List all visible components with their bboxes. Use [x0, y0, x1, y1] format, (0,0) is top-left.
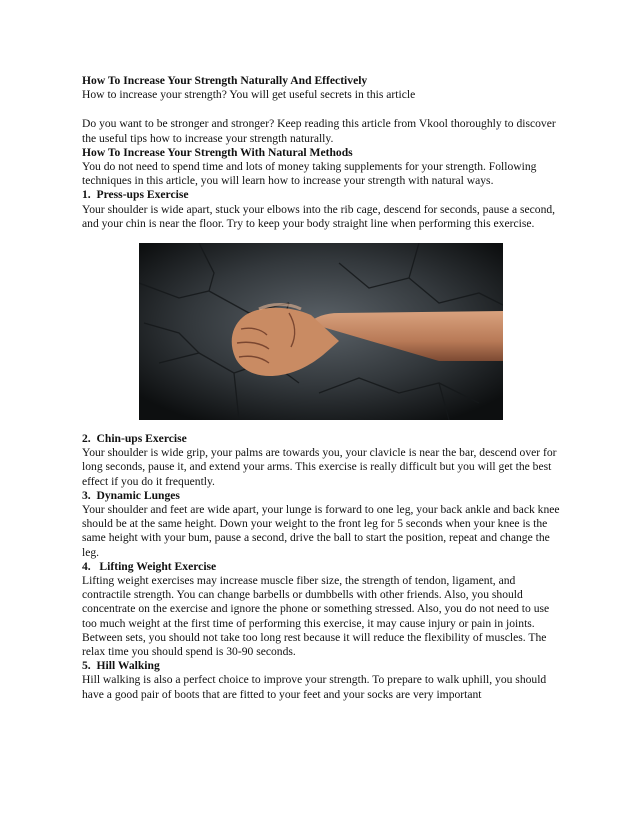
section-intro: You do not need to spend time and lots of money taking supplements for your strength. Following techniques in this article, you will learn how to increase your strength with natural ways.	[82, 160, 537, 188]
item-body-2: Your shoulder is wide grip, your palms are towards you, your clavicle is near the bar, descend over for long seconds, pause it, and extend your arms. This exercise is really difficult but you will get the best effect if you do it frequently.	[82, 446, 557, 488]
item-body-5: Hill walking is also a perfect choice to improve your strength. To prepare to walk uphill, you should have a good pair of boots that are fitted to your feet and your socks are very important	[82, 673, 547, 701]
item-heading-5: 5. Hill Walking	[82, 659, 160, 673]
article-title: How To Increase Your Strength Naturally And Effectively	[82, 74, 368, 87]
item-heading-4: 4. Lifting Weight Exercise	[82, 559, 217, 573]
item-heading-3: 3. Dynamic Lunges	[82, 488, 180, 502]
intro-paragraph: Do you want to be stronger and stronger? Keep reading this article from Vkool thoroughly to discover the useful tips how to increase your strength naturally.	[82, 117, 556, 145]
item-heading-1: 1. Press-ups Exercise	[82, 188, 189, 202]
document-page	[82, 74, 562, 702]
item-body-1: Your shoulder is wide apart, stuck your elbows into the rib cage, descend for seconds, pause a second, and your chin is near the floor. Try to keep your body straight line when performing this exercise.	[82, 202, 556, 230]
article-subtitle: How to increase your strength? You will get useful secrets in this article	[82, 88, 416, 102]
item-heading-2: 2. Chin-ups Exercise	[82, 432, 187, 446]
item-body-4: Lifting weight exercises may increase muscle fiber size, the strength of tendon, ligament, and contractile strength. You can change barbells or dumbbells with other friends. Also, you should concentrate on the exercise and ignore the phone or something stressed. Also, you do not need to use too much weight at the first time of performing this exercise, it may cause injury or pain in joints. Between sets, you should not take too long rest because it will reduce the flexibility of muscles. The relax time you should spend is 30-90 seconds.	[82, 574, 550, 659]
fist-photo	[139, 243, 503, 420]
item-body-3: Your shoulder and feet are wide apart, your lunge is forward to one leg, your back ankle and back knee should be at the same height. Down your weight to the front leg for 5 seconds when your knee is the same height with your bum, pause a second, drive the ball to start the position, repeat and change the leg.	[82, 503, 560, 559]
section-heading: How To Increase Your Strength With Natural Methods	[82, 145, 353, 159]
